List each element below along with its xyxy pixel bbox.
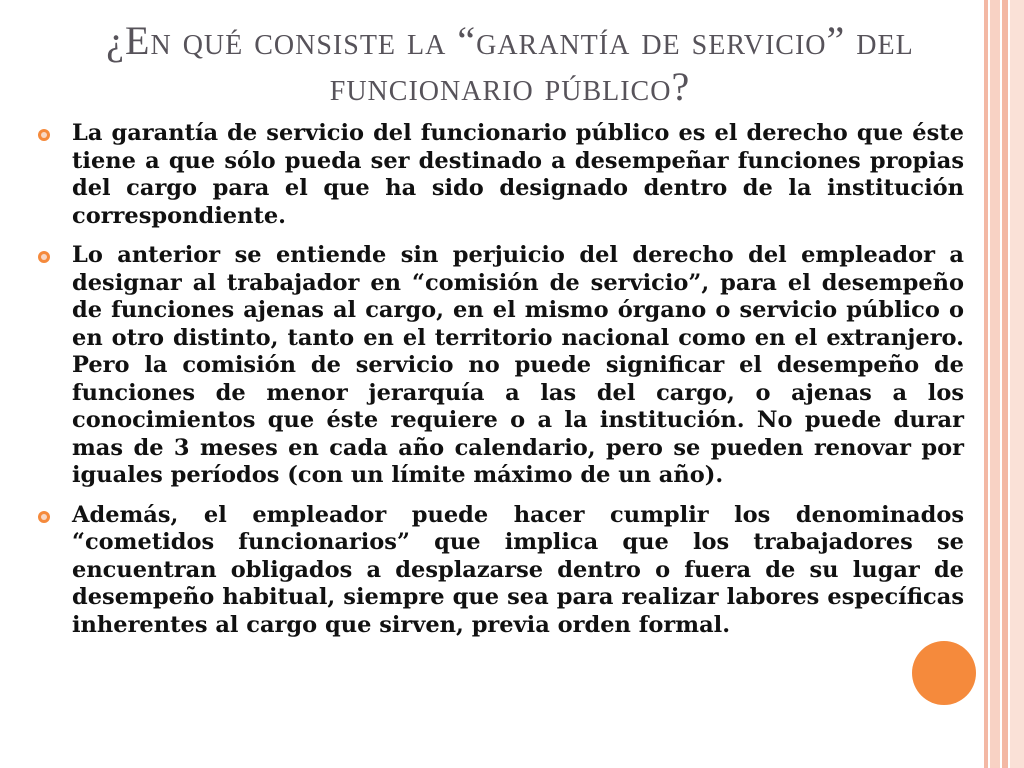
bullet-item <box>34 242 964 490</box>
bullet-text: Lo anterior se entiende sin perjuicio del derecho del empleador a designar al trabajador en “comisión de servicio”, para el desempeño de funciones ajenas al cargo, en el mismo órgano o servicio público o en otro distinto, tanto en el territorio nacional como en el extranjero. Pero la comisión de servicio no puede significar el desempeño de funciones de menor jerarquía a las del cargo, o ajenas a los conocimientos que éste requiere o a la institución. No puede durar mas de 3 meses en cada año calendario, pero se pueden renovar por iguales períodos (con un límite máximo de un año). <box>72 242 964 488</box>
decorative-stripe <box>990 0 1000 768</box>
decorative-stripe <box>1010 0 1024 768</box>
bullet-text: Además, el empleador puede hacer cumplir los denominados “cometidos funcionarios” que implica que los trabajadores se encuentran obligados a desplazarse dentro o fuera de su lugar de desempeño habitual, siempre que sea para realizar labores específicas inherentes al cargo que sirven, previa orden formal. <box>72 501 964 638</box>
bullet-ring-icon <box>37 128 51 142</box>
bullet-item <box>34 120 964 230</box>
bullet-item <box>34 502 964 640</box>
bullet-ring-icon <box>37 250 51 264</box>
decorative-stripe <box>984 0 988 768</box>
bullet-text: La garantía de servicio del funcionario público es el derecho que éste tiene a que sólo pueda ser destinado a desempeñar funciones propias del cargo para el que ha sido designado dentro de la institución correspondiente. <box>72 120 964 229</box>
decorative-stripe <box>1002 0 1008 768</box>
slide-title: ¿En qué consiste la “garantía de servicio” del funcionario público? <box>106 18 914 109</box>
bullet-list <box>34 120 964 651</box>
accent-circle <box>912 641 976 705</box>
bullet-ring-icon <box>37 510 51 524</box>
